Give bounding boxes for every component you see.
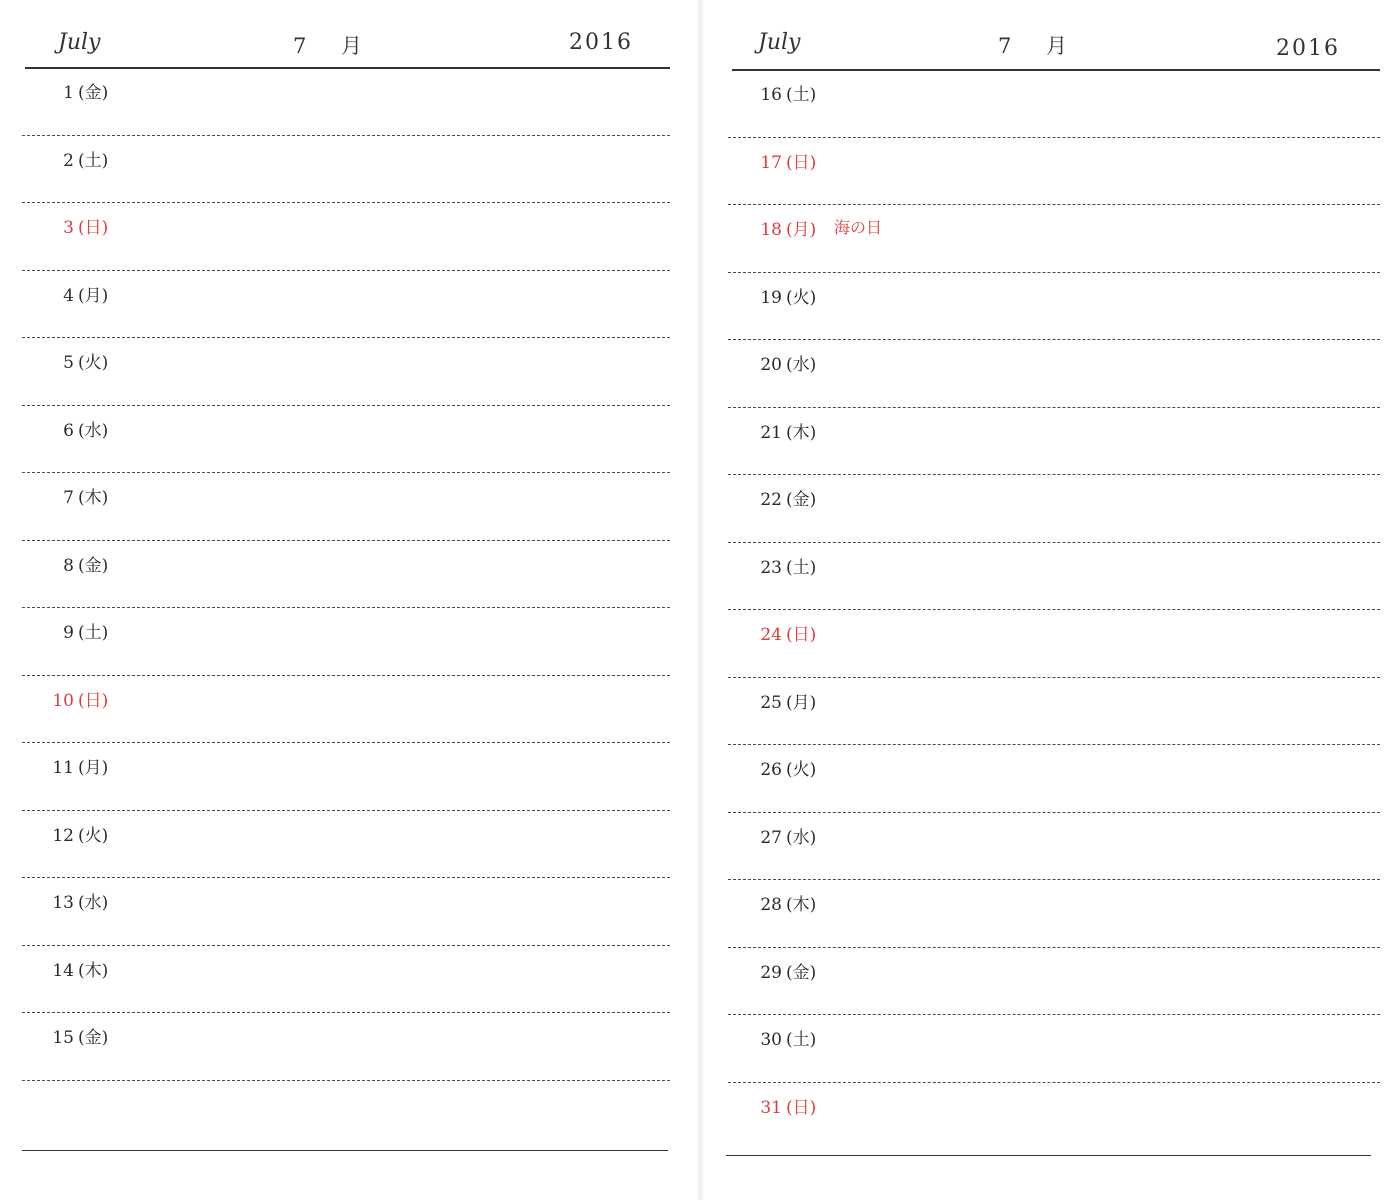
day-weekday: (日) — [78, 218, 109, 238]
left-page — [0, 0, 696, 1200]
day-row[interactable] — [22, 406, 670, 474]
day-row[interactable] — [22, 1013, 670, 1081]
day-number: 1 — [63, 83, 74, 103]
day-number: 15 — [52, 1028, 74, 1048]
day-weekday: (木) — [786, 422, 817, 443]
day-row[interactable] — [22, 203, 670, 271]
day-weekday: (金) — [786, 962, 817, 983]
day-number: 28 — [760, 895, 782, 915]
month-english: July — [758, 30, 801, 55]
day-weekday: (火) — [78, 825, 109, 846]
left-day-list — [22, 68, 670, 1081]
day-number: 25 — [760, 692, 782, 713]
day-row[interactable] — [728, 610, 1380, 678]
day-row[interactable] — [22, 271, 670, 339]
day-weekday: (土) — [786, 1030, 817, 1050]
day-label — [758, 485, 816, 510]
month-japanese: 7 月 — [293, 34, 377, 58]
month-japanese: 7 月 — [998, 34, 1082, 58]
day-row[interactable] — [728, 678, 1380, 746]
day-number: 19 — [760, 287, 782, 308]
day-row[interactable] — [728, 948, 1380, 1016]
day-weekday: (火) — [78, 353, 109, 373]
day-number: 10 — [52, 690, 74, 711]
day-label — [758, 688, 816, 713]
day-weekday: (日) — [786, 152, 817, 173]
day-label — [758, 823, 816, 848]
day-weekday: (火) — [786, 760, 817, 780]
day-number: 17 — [760, 152, 782, 173]
day-label — [50, 956, 108, 981]
day-label — [758, 350, 816, 375]
day-weekday: (木) — [786, 895, 817, 915]
day-number: 14 — [52, 960, 74, 981]
day-row[interactable] — [22, 608, 670, 676]
day-number: 21 — [760, 422, 782, 443]
day-weekday: (金) — [78, 83, 109, 103]
day-label — [758, 553, 816, 578]
day-row[interactable] — [22, 136, 670, 204]
day-label — [758, 1025, 816, 1050]
bottom-rule — [726, 1155, 1371, 1156]
day-row[interactable] — [728, 408, 1380, 476]
day-row[interactable] — [728, 138, 1380, 206]
day-row[interactable] — [728, 1083, 1380, 1151]
day-label — [50, 618, 108, 643]
day-weekday: (土) — [78, 623, 109, 643]
day-number: 11 — [52, 758, 74, 778]
day-label — [758, 620, 816, 645]
day-weekday: (土) — [786, 557, 817, 578]
year: 2016 — [1276, 36, 1340, 61]
day-row[interactable] — [22, 946, 670, 1014]
day-weekday: (金) — [78, 1028, 109, 1048]
day-row[interactable] — [728, 880, 1380, 948]
day-number: 7 — [63, 488, 74, 508]
day-row[interactable] — [22, 676, 670, 744]
day-row[interactable] — [22, 811, 670, 879]
page-gutter — [696, 0, 704, 1200]
day-row[interactable] — [728, 70, 1380, 138]
day-label — [758, 418, 816, 443]
day-number: 13 — [52, 893, 74, 913]
day-number: 8 — [63, 555, 74, 576]
day-weekday: (月) — [78, 758, 109, 778]
day-weekday: (金) — [78, 555, 109, 576]
day-number: 26 — [760, 760, 782, 780]
day-label — [758, 215, 816, 240]
day-weekday: (水) — [786, 355, 817, 375]
day-number: 20 — [760, 355, 782, 375]
day-number: 30 — [760, 1030, 782, 1050]
day-row[interactable] — [22, 68, 670, 136]
right-page — [704, 0, 1393, 1200]
day-row[interactable] — [22, 338, 670, 406]
day-label — [50, 888, 108, 913]
day-label — [758, 958, 816, 983]
day-label — [50, 686, 108, 711]
day-label — [758, 890, 816, 915]
bottom-rule — [22, 1150, 668, 1151]
day-label — [50, 1023, 108, 1048]
day-label — [50, 416, 108, 441]
left-page-header — [0, 22, 696, 68]
day-number: 24 — [760, 625, 782, 645]
day-number: 4 — [63, 285, 74, 306]
day-weekday: (水) — [786, 827, 817, 848]
day-row[interactable] — [22, 473, 670, 541]
day-row[interactable] — [22, 743, 670, 811]
day-weekday: (水) — [78, 893, 109, 913]
day-number: 2 — [63, 150, 74, 171]
day-label — [50, 78, 108, 103]
day-row[interactable] — [22, 541, 670, 609]
day-weekday: (火) — [786, 287, 817, 308]
year: 2016 — [569, 30, 633, 55]
day-number: 18 — [760, 220, 782, 240]
day-weekday: (日) — [786, 625, 817, 645]
day-row[interactable] — [728, 475, 1380, 543]
day-row[interactable] — [728, 813, 1380, 881]
day-label — [50, 483, 108, 508]
day-weekday: (木) — [78, 488, 109, 508]
day-number: 16 — [760, 85, 782, 105]
day-row[interactable] — [728, 340, 1380, 408]
day-weekday: (月) — [786, 692, 817, 713]
day-row[interactable] — [728, 745, 1380, 813]
day-number: 22 — [760, 490, 782, 510]
day-label — [50, 281, 108, 306]
right-day-list — [728, 70, 1380, 1150]
day-label — [758, 283, 816, 308]
day-row[interactable] — [728, 1015, 1380, 1083]
day-number: 12 — [52, 825, 74, 846]
day-label — [50, 821, 108, 846]
day-label — [758, 1093, 816, 1118]
day-number: 9 — [63, 623, 74, 643]
day-label — [758, 80, 816, 105]
day-weekday: (水) — [78, 420, 109, 441]
holiday-note: 海の日 — [834, 218, 883, 237]
day-number: 31 — [760, 1097, 782, 1118]
day-number: 5 — [63, 353, 74, 373]
day-number: 3 — [63, 218, 74, 238]
month-english: July — [58, 30, 101, 55]
day-weekday: (日) — [786, 1097, 817, 1118]
day-number: 23 — [760, 557, 782, 578]
day-weekday: (月) — [786, 220, 817, 240]
day-label — [50, 551, 108, 576]
day-weekday: (金) — [786, 490, 817, 510]
day-row[interactable] — [728, 273, 1380, 341]
day-label — [50, 348, 108, 373]
day-label — [50, 146, 108, 171]
day-weekday: (土) — [786, 85, 817, 105]
day-number: 6 — [63, 420, 74, 441]
day-weekday: (木) — [78, 960, 109, 981]
day-weekday: (土) — [78, 150, 109, 171]
day-number: 27 — [760, 827, 782, 848]
day-label — [50, 213, 108, 238]
day-label — [758, 755, 816, 780]
day-label — [50, 753, 108, 778]
day-weekday: (日) — [78, 690, 109, 711]
day-number: 29 — [760, 962, 782, 983]
day-row[interactable] — [728, 543, 1380, 611]
day-label — [758, 148, 816, 173]
right-page-header — [704, 22, 1393, 68]
day-row[interactable] — [728, 205, 1380, 273]
day-weekday: (月) — [78, 285, 109, 306]
day-row[interactable] — [22, 878, 670, 946]
